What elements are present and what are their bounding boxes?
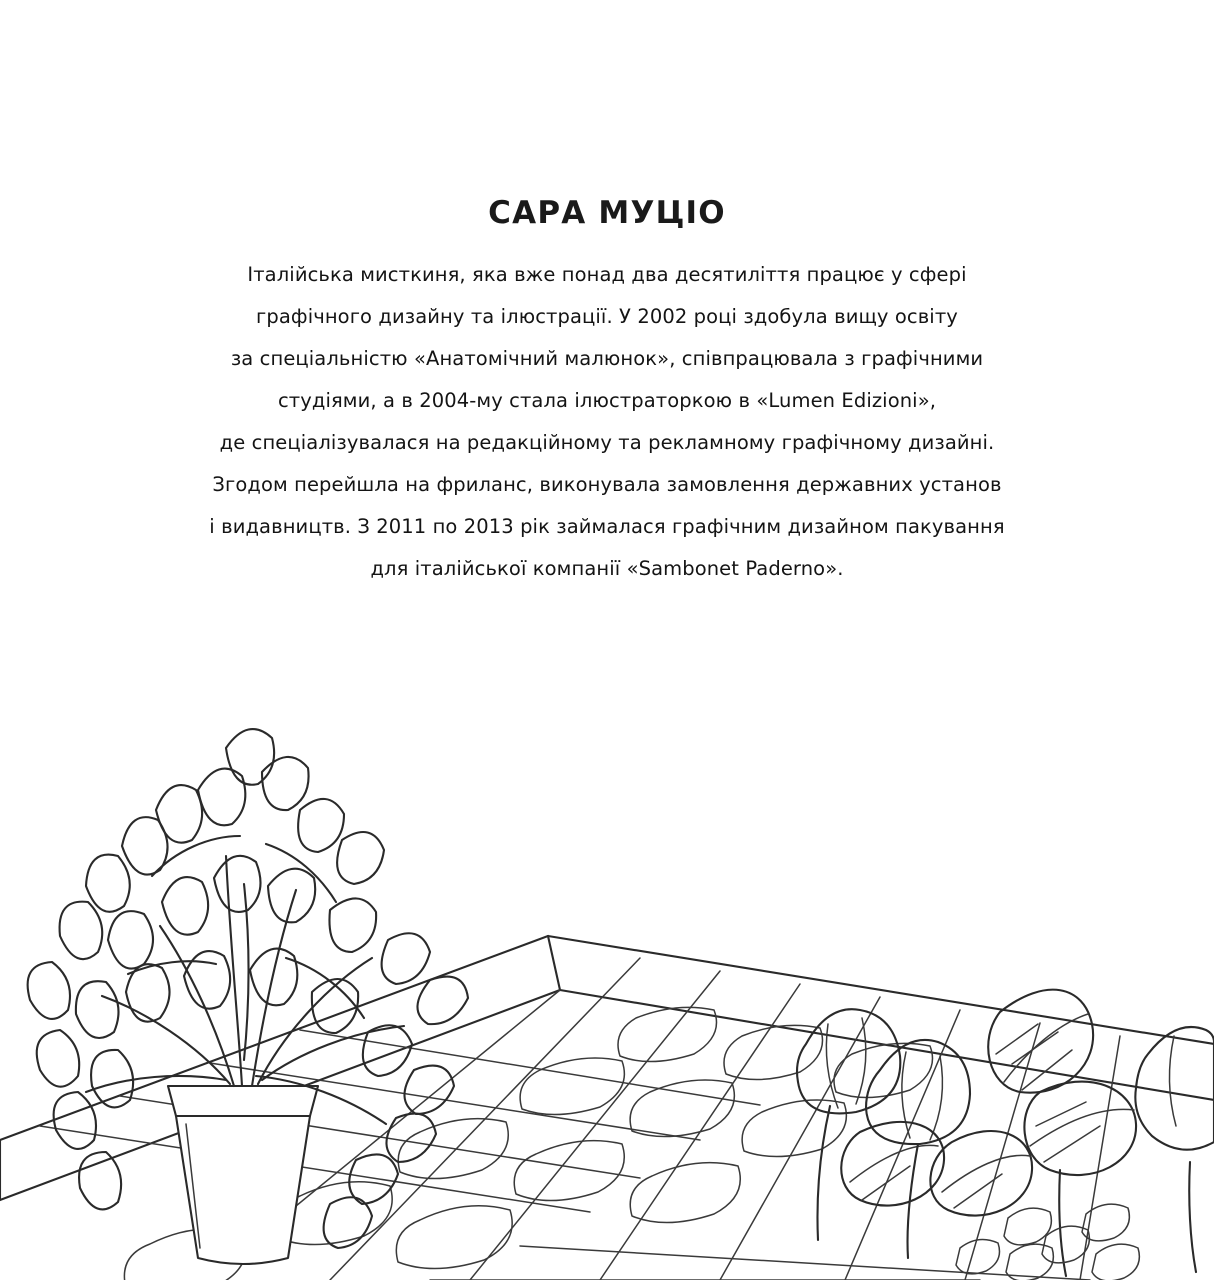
flower-pot — [168, 1086, 318, 1264]
bloom-cluster-mid — [60, 856, 468, 1024]
bio-line: за спеціальністю «Анатомічний малюнок», співпрацювала з графічними — [230, 347, 984, 371]
bloom-cluster-top — [86, 729, 384, 912]
bio-line: Згодом перейшла на фриланс, виконувала замовлення державних установ — [212, 473, 1002, 497]
artist-bio-section — [0, 196, 1214, 590]
bio-line: Італійська мисткиня, яка вже понад два десятиліття працює у сфері — [247, 263, 967, 287]
page-title: САРА МУЦІО — [488, 195, 726, 231]
line-art-illustration — [0, 640, 1214, 1280]
bio-line: студіями, а в 2004-му стала ілюстраторкою в «Lumen Edizioni», — [277, 389, 937, 413]
bio-line: для італійської компанії «Sambonet Paderno». — [370, 557, 844, 581]
bio-paragraph — [187, 254, 1027, 590]
bio-line: графічного дизайну та ілюстрації. У 2002 році здобула вищу освіту — [256, 305, 958, 329]
bio-line: де спеціалізувалася на редакційному та рекламному графічному дизайні. — [219, 431, 995, 455]
bio-line: і видавництв. З 2011 по 2013 рік займалася графічним дизайном пакування — [209, 515, 1005, 539]
